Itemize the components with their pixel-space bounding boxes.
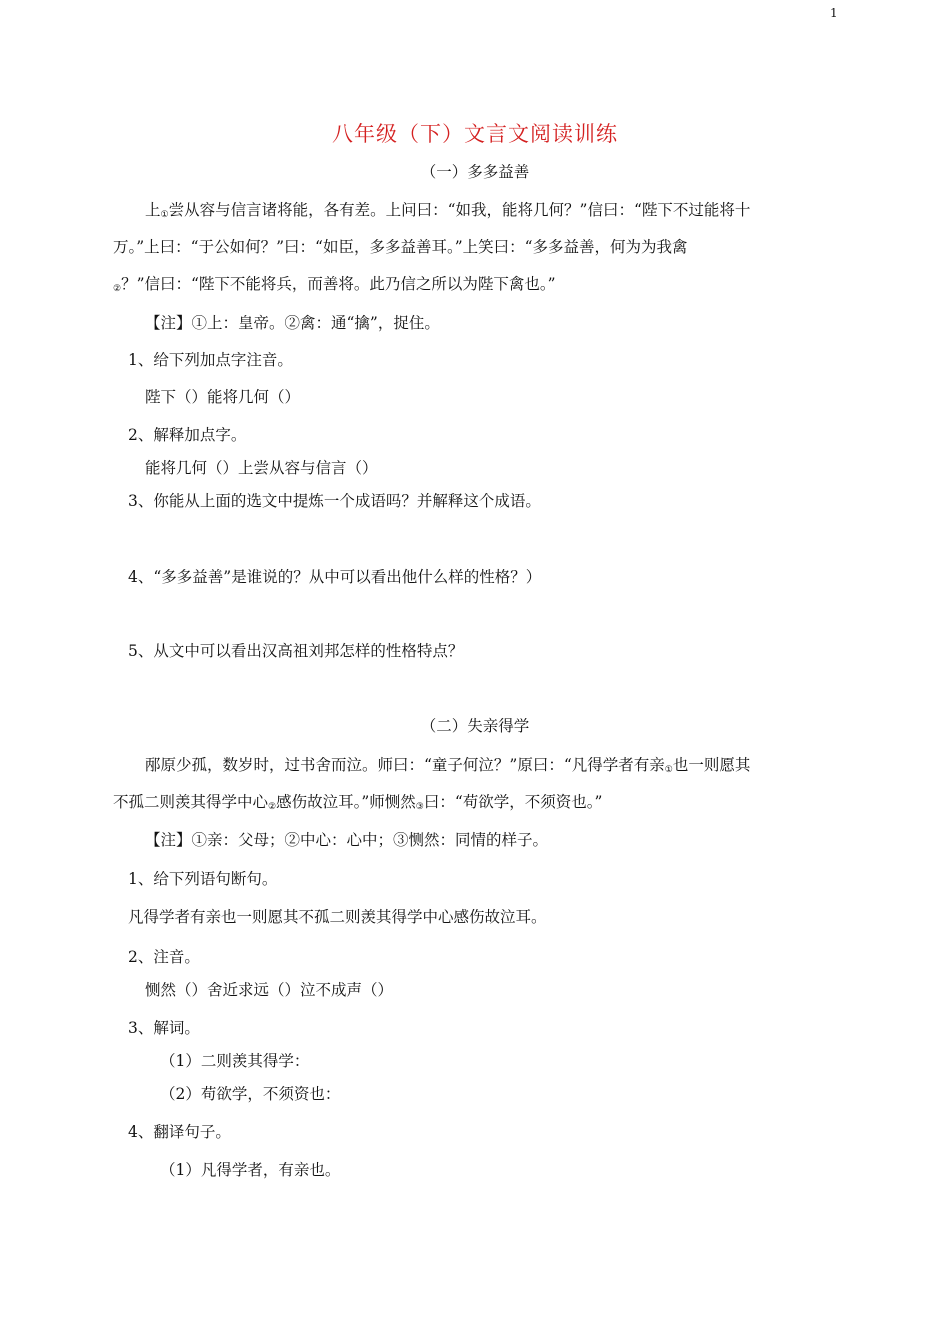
section2-question-2: 2、注音。 (128, 948, 200, 966)
section1-para-line3: ②？”信曰：“陛下不能将兵，而善将。此乃信之所以为陛下禽也。” (113, 275, 556, 294)
footnote-marker: ② (113, 284, 122, 294)
section2-answer-3-1: （1）二则羡其得学： (160, 1052, 310, 1070)
footnote-marker: ② (268, 802, 277, 812)
section1-answer-1: 陛下（）能将几何（） (145, 388, 301, 406)
section1-note: 【注】①上：皇帝。②禽：通“擒”，捉住。 (145, 314, 440, 332)
section1-heading: （一）多多益善 (420, 163, 530, 181)
footnote-marker: ③ (415, 802, 424, 812)
section1-para-line2: 万。”上曰：“于公如何？”曰：“如臣，多多益善耳。”上笑曰：“多多益善，何为为我禽 (113, 238, 688, 256)
section1-question-1: 1、给下列加点字注音。 (128, 351, 293, 369)
section1-question-5: 5、从文中可以看出汉高祖刘邦怎样的性格特点？ (128, 642, 464, 660)
section2-question-3: 3、解词。 (128, 1019, 200, 1037)
section2-para-line1: 邴原少孤，数岁时，过书舍而泣。师曰：“童子何泣？”原曰：“凡得学者有亲①也一则愿其 (145, 756, 751, 775)
section2-question-1: 1、给下列语句断句。 (128, 870, 278, 888)
page-title: 八年级（下）文言文阅读训练 (332, 122, 618, 146)
page-number: 1 (830, 6, 838, 20)
section2-heading: （二）失亲得学 (420, 717, 530, 735)
section2-question-4: 4、翻译句子。 (128, 1123, 231, 1141)
footnote-marker: ① (160, 210, 169, 220)
footnote-marker: ① (664, 765, 673, 775)
section1-para-line1: 上①尝从容与信言诸将能，各有差。上问曰：“如我，能将几何？”信曰：“陛下不过能将十 (145, 201, 751, 220)
section2-answer-4-1: （1）凡得学者，有亲也。 (160, 1161, 341, 1179)
section2-answer-3-2: （2）苟欲学，不须资也： (160, 1085, 341, 1103)
section1-question-3: 3、你能从上面的选文中提炼一个成语吗？并解释这个成语。 (128, 492, 541, 510)
section1-answer-2: 能将几何（）上尝从容与信言（） (145, 459, 378, 477)
section2-answer-2: 恻然（）舍近求远（）泣不成声（） (145, 981, 394, 999)
section2-note: 【注】①亲：父母；②中心：心中；③恻然：同情的样子。 (145, 831, 549, 849)
section1-question-2: 2、解释加点字。 (128, 426, 247, 444)
section2-answer-1: 凡得学者有亲也一则愿其不孤二则羡其得学中心感伤故泣耳。 (128, 908, 547, 926)
section1-question-4: 4、“多多益善”是谁说的？从中可以看出他什么样的性格？） (128, 568, 542, 586)
section2-para-line2: 不孤二则羡其得学中心②感伤故泣耳。”师恻然③曰：“苟欲学，不须资也。” (113, 793, 603, 812)
